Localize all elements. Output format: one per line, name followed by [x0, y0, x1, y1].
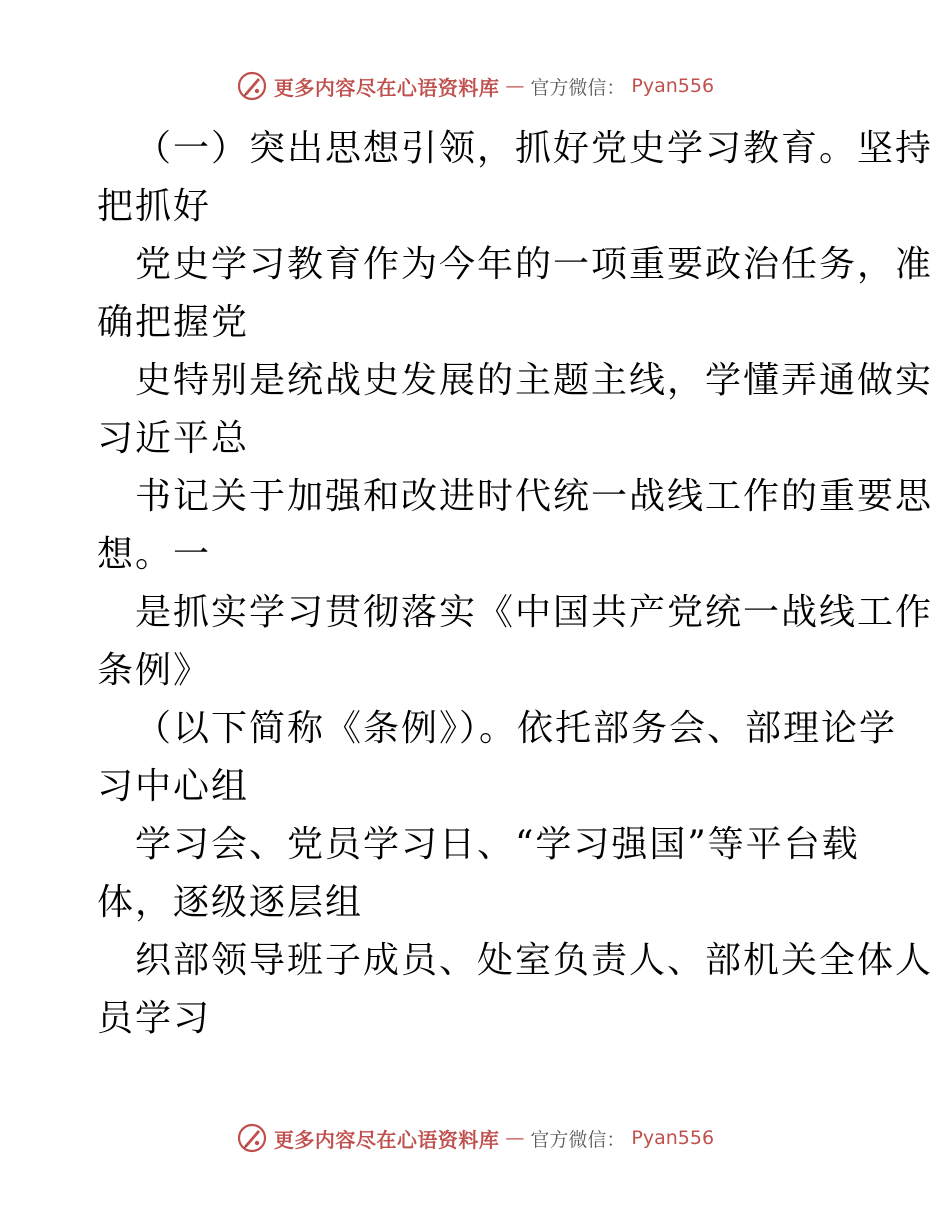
watermark-text: 更多内容尽在心语资料库 [273, 1127, 500, 1152]
watermark-dash: — [505, 1127, 525, 1149]
quill-pen-logo-icon [236, 1122, 268, 1154]
document-body [97, 120, 934, 1048]
text-line: 把抓好 [97, 186, 212, 227]
text-line: 体，逐级逐层组 [97, 882, 364, 923]
text-line: 书记关于加强和改进时代统一战线工作的重要思 [135, 476, 934, 517]
text-line: 史特别是统战史发展的主题主线，学懂弄通做实 [135, 360, 934, 401]
text-line: 学习会、党员学习日、“学习强国”等平台载 [135, 824, 860, 865]
header-watermark [0, 70, 950, 102]
text-line: 党史学习教育作为今年的一项重要政治任务，准 [135, 244, 934, 285]
text-line: 条例》 [97, 650, 212, 691]
watermark-dash: — [505, 75, 525, 97]
text-line: 习近平总 [97, 418, 250, 459]
watermark-wechat-label: 官方微信： [530, 76, 626, 99]
text-line: 习中心组 [97, 766, 250, 807]
watermark-wechat-label: 官方微信： [530, 1128, 626, 1151]
text-line: 员学习 [97, 998, 212, 1039]
footer-watermark [0, 1122, 950, 1154]
watermark-wechat-id: Pyan556 [631, 1127, 715, 1149]
text-line: 织部领导班子成员、处室负责人、部机关全体人 [135, 940, 934, 981]
watermark-wechat-id: Pyan556 [631, 75, 715, 97]
text-line: 想。一 [97, 534, 212, 575]
text-line: （一）突出思想引领，抓好党史学习教育。坚持 [135, 128, 934, 169]
text-line: 确把握党 [97, 302, 250, 343]
watermark-text: 更多内容尽在心语资料库 [273, 75, 500, 100]
quill-pen-logo-icon [236, 70, 268, 102]
text-line: 是抓实学习贯彻落实《中国共产党统一战线工作 [135, 592, 934, 633]
text-line: （以下简称《条例》）。依托部务会、部理论学 [135, 708, 898, 749]
